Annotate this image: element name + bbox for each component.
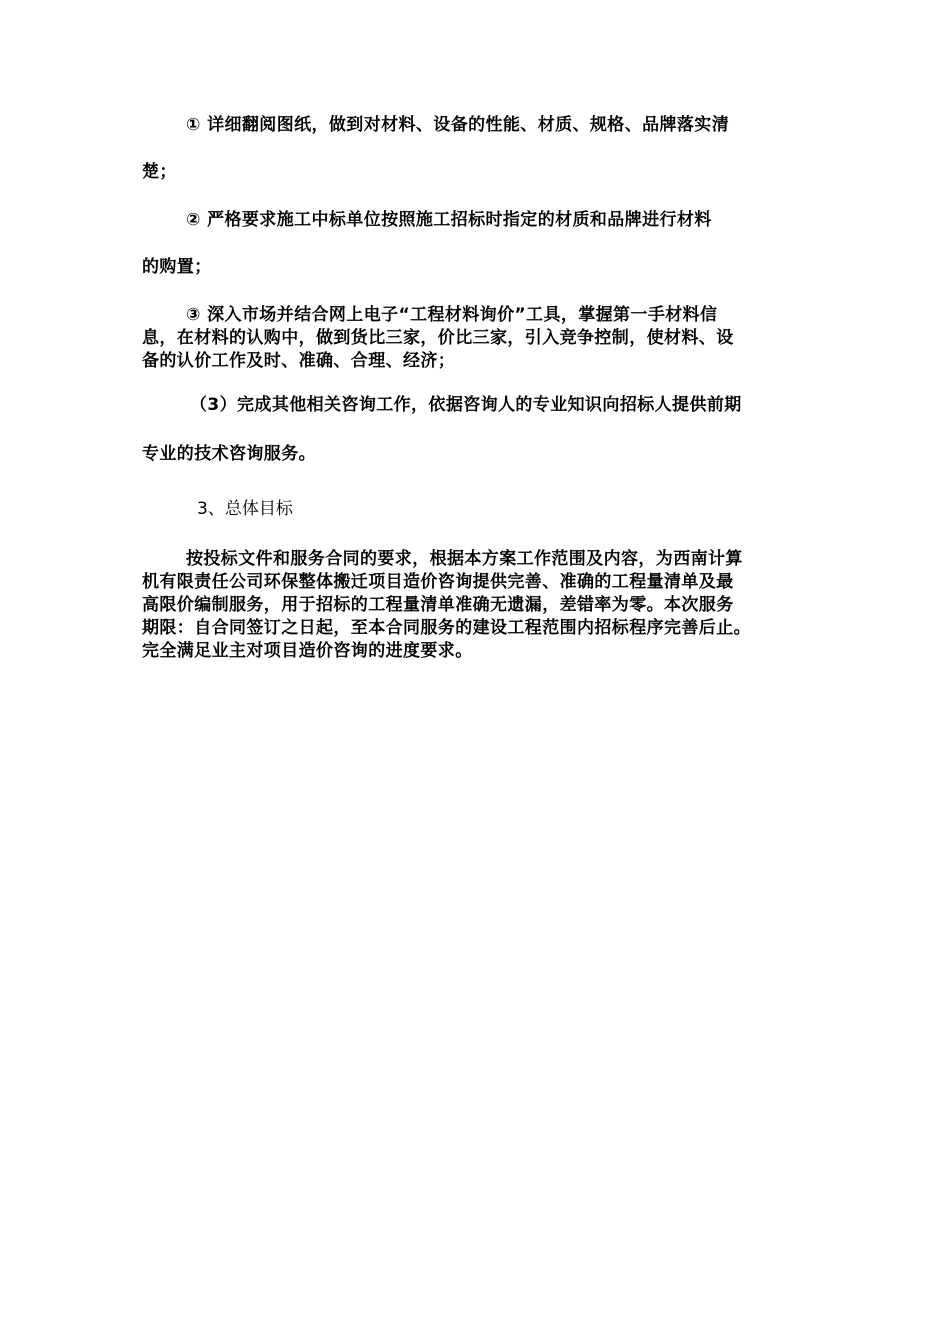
item-1-line-1: ① 详细翻阅图纸，做到对材料、设备的性能、材质、规格、品牌落实清 [186,115,730,135]
item-2-paragraph [142,209,842,232]
section-3-line-1: 按投标文件和服务合同的要求，根据本方案工作范围及内容，为西南计算 [186,549,743,569]
item-4-paragraph-continued [142,443,842,466]
section-3-line-4: 期限：自合同签订之日起，至本合同服务的建设工程范围内招标程序完善后止。 [142,618,751,638]
section-3-paragraph [142,548,842,663]
item-4-paragraph [142,394,842,417]
item-4-line-2: 专业的技术咨询服务。 [142,444,316,464]
item-4-line-1: （3）完成其他相关咨询工作，依据咨询人的专业知识向招标人提供前期 [190,395,742,415]
section-3-line-5: 完全满足业主对项目造价咨询的进度要求。 [142,641,473,661]
item-3-paragraph [142,304,842,373]
item-3-line-2: 息，在材料的认购中，做到货比三家，价比三家，引入竞争控制，使材料、设 [142,328,734,348]
item-2-paragraph-continued [142,256,842,279]
item-1-line-2: 楚； [142,162,177,182]
item-2-line-1: ② 严格要求施工中标单位按照施工招标时指定的材质和品牌进行材料 [186,210,712,230]
section-3-heading: 3、总体目标 [197,499,293,519]
section-3-line-3: 高限价编制服务，用于招标的工程量清单准确无遗漏，差错率为零。本次服务 [142,595,734,615]
item-3-line-3: 备的认价工作及时、准确、合理、经济； [142,351,456,371]
item-1-paragraph-continued [142,161,842,184]
item-3-line-1: ③ 深入市场并结合网上电子“工程材料询价”工具，掌握第一手材料信 [186,305,718,325]
item-1-paragraph [142,114,842,137]
section-3-line-2: 机有限责任公司环保整体搬迁项目造价咨询提供完善、准确的工程量清单及最 [142,572,734,592]
item-2-line-2: 的购置； [142,257,212,277]
